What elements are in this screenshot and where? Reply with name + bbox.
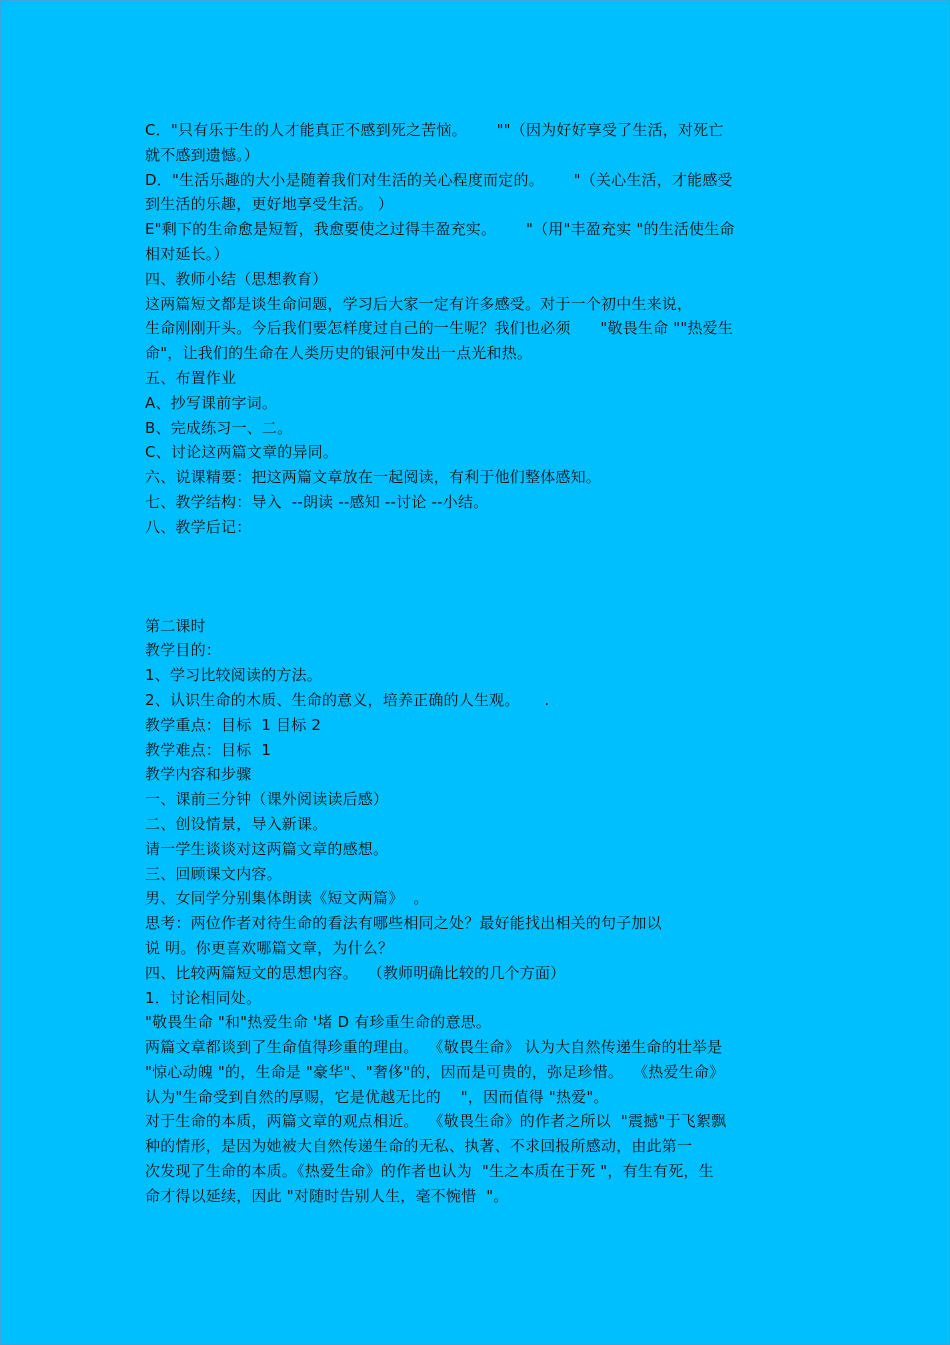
text-line: 一、课前三分钟（课外阅读读后感）	[145, 790, 389, 809]
text-line: 说 明。你更喜欢哪篇文章，为什么？	[145, 938, 394, 957]
text-line: "敬畏生命 "和"热爱生命 '堵 D 有珍重生命的意思。	[145, 1013, 492, 1032]
text-line: 七、教学结构：导入 --朗读 --感知 --讨论 --小结。	[145, 492, 489, 511]
text-line: 教学目的：	[145, 641, 222, 660]
text-line: 相对延长。）	[145, 244, 229, 263]
lesson-one-section	[145, 118, 809, 540]
text-line: 对于生命的本质，两篇文章的观点相近。 《敬畏生命》的作者之所以 "震撼"于飞絮飘	[145, 1112, 727, 1131]
text-line: 八、教学后记：	[145, 517, 252, 536]
lesson-two-section	[145, 614, 809, 1209]
text-line: 1．讨论相同处。	[145, 988, 262, 1007]
text-line: 四、教师小结（思想教育）	[145, 269, 328, 288]
text-line: 次发现了生命的本质。《热爱生命》的作者也认为 "生之本质在于死 "，有生有死，生	[145, 1162, 714, 1181]
text-line: 认为"生命受到自然的厚赐，它是优越无比的 "，因而值得 "热爱"。	[145, 1087, 609, 1106]
text-line: C．"只有乐于生的人才能真正不感到死之苦恼。 ""（因为好好享受了生活，对死亡	[145, 121, 724, 139]
text-line: 第二课时	[145, 616, 206, 635]
text-line: E"剩下的生命愈是短暂，我愈要使之过得丰盈充实。 "（用"丰盈充实 "的生活使生命	[145, 220, 735, 239]
text-line: 到生活的乐趣，更好地享受生活。 ）	[145, 195, 394, 214]
text-line: 四、比较两篇短文的思想内容。 （教师明确比较的几个方面）	[145, 963, 566, 982]
text-line: 五、布置作业	[145, 368, 237, 387]
text-line: C、讨论这两篇文章的异同。	[145, 443, 339, 462]
text-line: 两篇文章都谈到了生命值得珍重的理由。 《敬畏生命》 认为大自然传递生命的壮举是	[145, 1038, 723, 1057]
text-line: B、完成练习一、二。	[145, 418, 293, 437]
text-line: 就不感到遗憾。）	[145, 145, 260, 164]
text-line: 1、学习比较阅读的方法。	[145, 666, 322, 685]
text-line: A、抄写课前字词。	[145, 393, 278, 412]
text-line: 命才得以延续，因此 "对随时告别人生，毫不惋惜 "。	[145, 1186, 509, 1205]
text-line: 二、创设情景，导入新课。	[145, 814, 328, 833]
text-line: 男、女同学分别集体朗读《短文两篇》 。	[145, 889, 429, 908]
text-line: 六、说课精要：把这两篇文章放在一起阅读，有利于他们整体感知。	[145, 468, 602, 487]
blank-space	[145, 540, 809, 614]
document-body	[145, 118, 809, 1209]
text-line: "惊心动魄 "的，生命是 "豪华"、"奢侈"的，因而是可贵的，弥足珍惜。 《热爱生命》	[145, 1062, 725, 1081]
text-line: 请一学生谈谈对这两篇文章的感想。	[145, 839, 389, 858]
text-line: 种的情形，是因为她被大自然传递生命的无私、执著、不求回报所感动，由此第一	[145, 1137, 693, 1156]
text-line: 生命刚刚开头。今后我们要怎样度过自己的一生呢？我们也必须 "敬畏生命 ""热爱生	[145, 319, 734, 338]
text-line: 这两篇短文都是谈生命问题，学习后大家一定有许多感受。对于一个初中生来说，	[145, 294, 693, 313]
text-line: 思考：两位作者对待生命的看法有哪些相同之处？最好能找出相关的句子加以	[145, 914, 662, 933]
text-line: 教学内容和步骤	[145, 765, 252, 784]
text-line: 2、认识生命的木质、生命的意义，培养正确的人生观。 .	[145, 690, 550, 709]
text-line: 教学难点：目标 1	[145, 740, 272, 759]
text-line: 教学重点：目标 1 目标 2	[145, 715, 322, 734]
text-line: 命"，让我们的生命在人类历史的银河中发出一点光和热。	[145, 344, 533, 363]
text-line: 三、回顾课文内容。	[145, 864, 282, 883]
text-line: D．"生活乐趣的大小是随着我们对生活的关心程度而定的。 "（关心生活，才能感受	[145, 170, 733, 189]
